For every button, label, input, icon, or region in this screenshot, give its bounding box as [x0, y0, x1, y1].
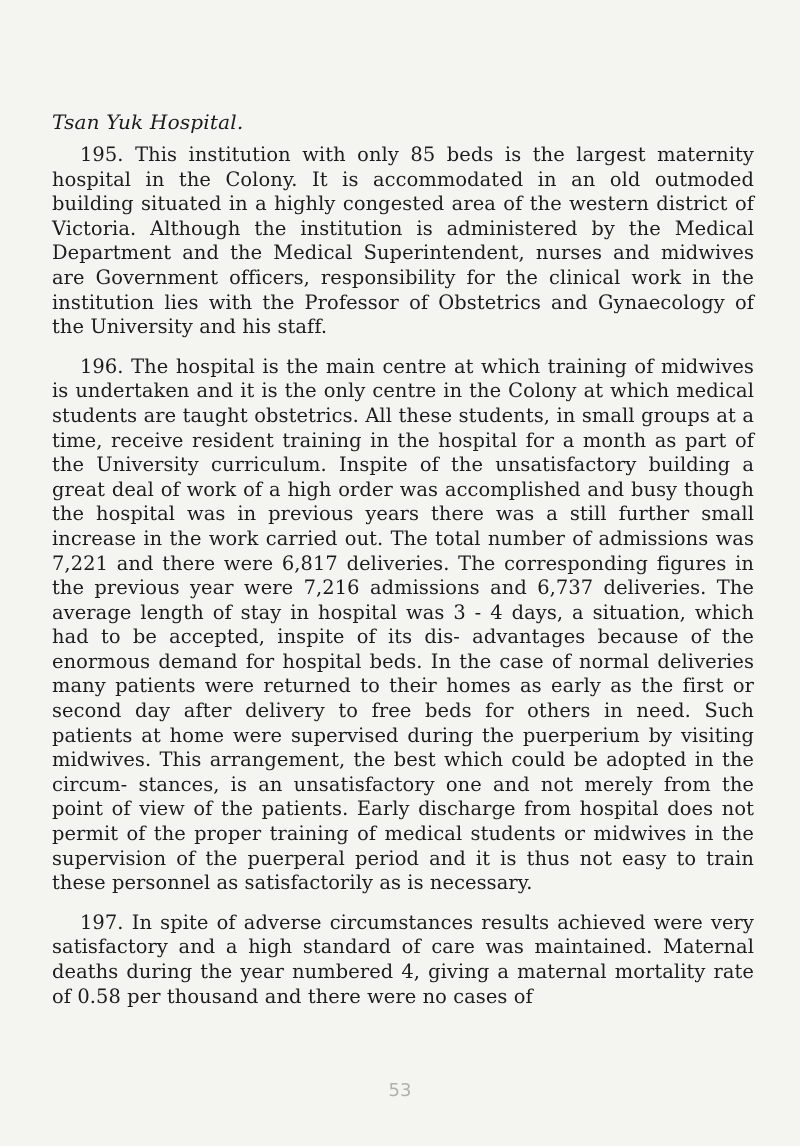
paragraph-195: 195. This institution with only 85 beds is the largest maternity hospital in the Colony. It is accommodated in an old outmoded building situated in a highly congested area of the western district of Victoria. Although the institution is administered by the Medical Department and the Medical Superintendent, nurses and midwives are Government officers, responsibility for the clinical work in the institution lies with the Professor of Obstetrics and Gynaecology of the University and his staff. — [52, 143, 754, 339]
document-page — [52, 108, 754, 1024]
paragraph-196: 196. The hospital is the main centre at which training of midwives is undertaken and it is the only centre in the Colony at which medical students are taught obstetrics. All these students, in small groups at a time, receive resident training in the hospital for a month as part of the University curriculum. Inspite of the unsatisfactory building a great deal of work of a high order was accomplished and busy though the hospital was in previous years there was a still further small increase in the work carried out. The total number of admissions was 7,221 and there were 6,817 deliveries. The corresponding figures in the previous year were 7,216 admissions and 6,737 deliveries. The average length of stay in hospital was 3 - 4 days, a situation, which had to be accepted, inspite of its dis- advantages because of the enormous demand for hospital beds. In the case of normal deliveries many patients were returned to their homes as early as the first or second day after delivery to free beds for others in need. Such patients at home were supervised during the puerperium by visiting midwives. This arrangement, the best which could be adopted in the circum- stances, is an unsatisfactory one and not merely from the point of view of the patients. Early discharge from hospital does not permit of the proper training of medical students or midwives in the supervision of the puerperal period and it is thus not easy to train these personnel as satisfactorily as is necessary. — [52, 354, 754, 895]
section-title: Tsan Yuk Hospital. — [52, 110, 244, 134]
paragraph-197: 197. In spite of adverse circumstances results achieved were very satisfactory and a high standard of care was maintained. Maternal deaths during the year numbered 4, giving a maternal mortality rate of 0.58 per thousand and there were no cases of — [52, 910, 754, 1008]
page-number: 53 — [388, 1080, 412, 1101]
